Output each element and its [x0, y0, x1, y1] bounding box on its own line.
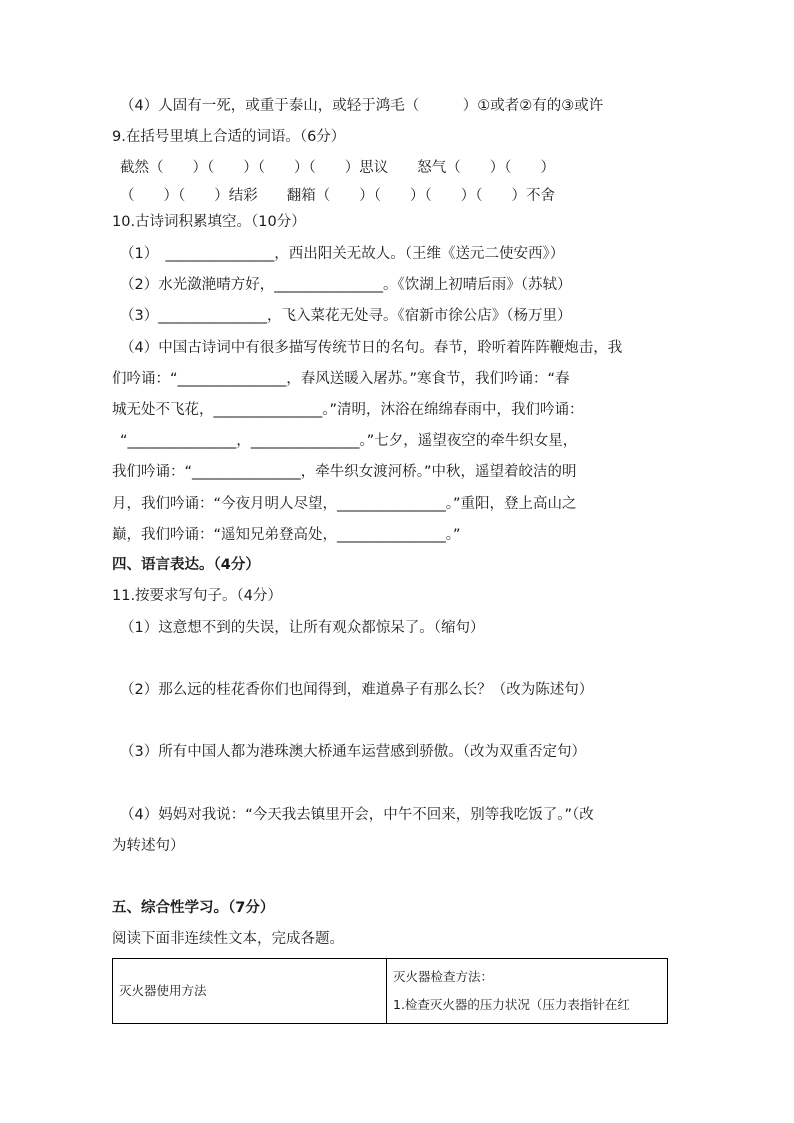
- question-10-4-line-4: “_______________，_______________。”七夕，遥望夜空的牵牛织女星，: [120, 433, 578, 449]
- question-11-heading: 11.按要求写句子。（4分）: [112, 588, 283, 604]
- question-10-3-line: （3）_______________，飞入菜花无处寻。《宿新市徐公店》（杨万里）: [120, 308, 572, 324]
- table-cell-left: [113, 959, 387, 1023]
- question-10-heading: 10.古诗词积累填空。（10分）: [112, 214, 306, 230]
- info-table: [112, 958, 668, 1024]
- reading-instruction: 阅读下面非连续性文本，完成各题。: [112, 931, 344, 947]
- question-10-4-line-6: 月，我们吟诵：“今夜月明人尽望，_______________。”重阳，登上高山之: [112, 496, 577, 512]
- section-5-heading: 五、综合性学习。（7分）: [112, 900, 275, 916]
- table-cell-left-text: 灭火器使用方法: [119, 983, 207, 998]
- table-cell-right-item: 1.检查灭火器的压力状况（压力表指针在红: [393, 997, 630, 1012]
- question-10-4-line-5: 我们吟诵：“_______________，牵牛织女渡河桥。”中秋，遥望着皎洁的明: [112, 464, 577, 480]
- question-10-2-line: （2）水光潋滟晴方好，_______________。《饮湖上初晴后雨》（苏轼）: [120, 277, 572, 293]
- question-10-1-line: （1） _______________，西出阳关无故人。（王维《送元二使安西》）: [120, 246, 565, 262]
- question-11-2-line: （2）那么远的桂花香你们也闻得到，难道鼻子有那么长？（改为陈述句）: [120, 682, 594, 698]
- table-cell-right: [387, 959, 667, 1023]
- question-8-4-line: （4）人固有一死，或重于泰山，或轻于鸿毛（ ）①或者②有的③或许: [120, 98, 604, 114]
- question-10-4-line-1: （4）中国古诗词中有很多描写传统节日的名句。春节，聆听着阵阵鞭炮击，我: [120, 340, 623, 356]
- question-10-4-line-2: 们吟诵：“_______________，春风送暖入屠苏。”寒食节，我们吟诵：“春: [112, 371, 570, 387]
- question-9-row-2: （ ）（ ）结彩 翻箱（ ）（ ）（ ）（ ）不舍: [120, 188, 555, 204]
- question-9-heading: 9.在括号里填上合适的词语。（6分）: [112, 129, 346, 145]
- table-cell-right-title: 灭火器检查方法：: [393, 969, 494, 984]
- question-11-4-line-1: （4）妈妈对我说：“今天我去镇里开会，中午不回来，别等我吃饭了。”（改: [120, 807, 594, 823]
- question-10-4-line-7: 巅，我们吟诵：“遥知兄弟登高处，_______________。”: [112, 527, 461, 543]
- question-10-4-line-3: 城无处不飞花，_______________。”清明，沐浴在绵绵春雨中，我们吟诵：: [112, 402, 584, 418]
- question-11-3-line: （3）所有中国人都为港珠澳大桥通车运营感到骄傲。（改为双重否定句）: [120, 744, 586, 760]
- question-11-1-line: （1）这意想不到的失误，让所有观众都惊呆了。（缩句）: [120, 620, 485, 636]
- question-9-row-1: 截然（ ）（ ）（ ）（ ）思议 怒气（ ）（ ）: [120, 160, 555, 176]
- section-4-heading: 四、语言表达。（4分）: [112, 557, 260, 573]
- question-11-4-line-2: 为转述句）: [112, 838, 185, 854]
